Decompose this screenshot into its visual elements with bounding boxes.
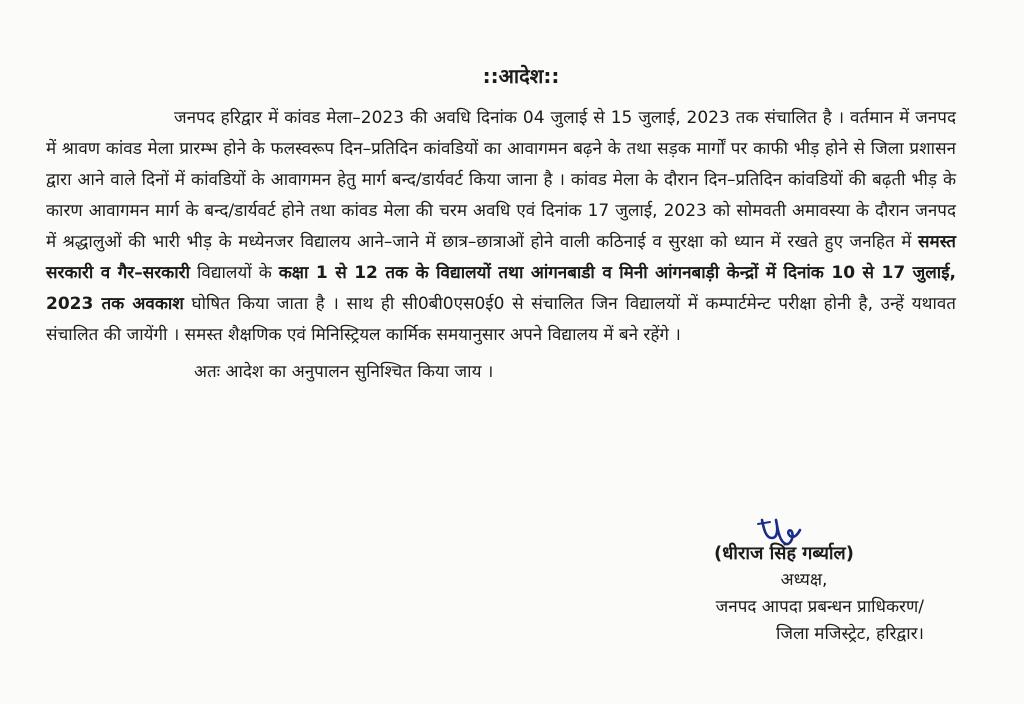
order-title: ::आदेश::: [482, 64, 560, 88]
signatory-name-line: [644, 540, 924, 567]
signatory-role: अध्यक्ष,: [780, 570, 828, 590]
signatory-office: जनपद आपदा प्रबन्धन प्राधिकरण/: [715, 597, 924, 617]
signatory-name: (धीराज सिंह गर्ब्याल): [714, 543, 854, 564]
handwritten-signature: [756, 514, 802, 554]
body-bold-part-2: कक्षा 1 से 12 तक के विद्यालयों तथा आंगनबाडी व मिनी आंगनबाड़ी केन्द्रों में दिनांक 10 से 17 जुलाई, 2023 तक अवकाश: [46, 263, 956, 314]
body-text-part-1: जनपद हरिद्वार में कांवड मेला–2023 की अवधि दिनांक 04 जुलाई से 15 जुलाई, 2023 तक संचालित है । वर्तमान में जनपद में श्रावण कांवड मेला प्रारम्भ होने के फलस्वरूप दिन–प्रतिदिन कांवडियों का आवागमन बढ़ने के तथा सड़क मार्गों पर काफी भीड़ होने से जिला प्रशासन द्वारा आने वाले दिनों में कांवडियों के आवागमन हेतु मार्ग बन्द/डार्यवर्ट किया जाना है । कांवड मेला के दौरान दिन–प्रतिदिन कांवडियों की बढ़ती भीड़ के कारण आवागमन मार्ग के बन्द/डार्यवर्ट होने तथा कांवड मेला की चरम अवधि एवं दिनांक 17 जुलाई, 2023 को सोमवती अमावस्या के दौरान जनपद में श्रद्धालुओं की भारी भीड़ के मध्येनजर विद्यालय आने–जाने में छात्र–छात्राओं होने वाली कठिनाई व सुरक्षा को ध्यान में रखते हुए जनहित में: [46, 108, 956, 252]
closing-line: अतः आदेश का अनुपालन सुनिश्चित किया जाय ।: [194, 362, 494, 382]
body-text-part-2: विद्यालयों के: [196, 263, 272, 283]
body-bold-part-1: समस्त सरकारी व गैर–सरकारी: [46, 232, 956, 283]
signatory-designation: जिला मजिस्ट्रेट, हरिद्वार।: [775, 624, 924, 644]
order-body-paragraph: [46, 103, 956, 351]
signature-block: [644, 540, 924, 648]
body-text-part-3: घोषित किया जाता है । साथ ही सी0बी0एस0ई0 से संचालित जिन विद्यालयों में कम्पार्टमेन्ट परीक्षा होनी है, उन्हें यथावत संचालित की जायेंगी । समस्त शैक्षणिक एवं मिनिस्ट्रियल कार्मिक समयानुसार अपने विद्यालय में बने रहेंगे ।: [46, 294, 956, 345]
